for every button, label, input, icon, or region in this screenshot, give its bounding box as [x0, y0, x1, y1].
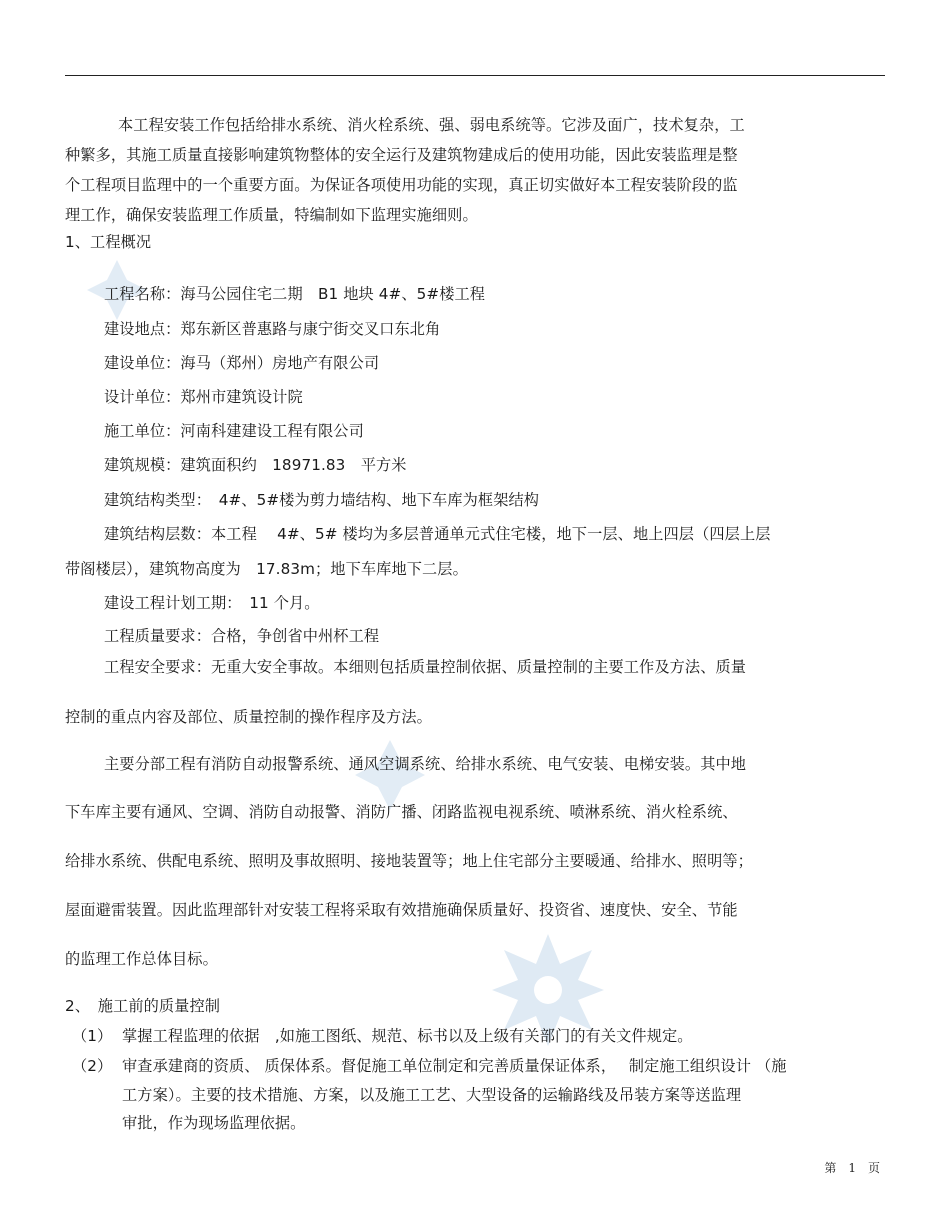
divisions-line: 屋面避雷装置。因此监理部针对安装工程将采取有效措施确保质量好、投资省、速度快、安全、节能 [65, 901, 738, 919]
intro-line: 理工作，确保安装监理工作质量，特编制如下监理实施细则。 [65, 206, 478, 224]
overview-line: 建筑结构层数：本工程 4#、5# 楼均为多层普通单元式住宅楼，地下一层、地上四层（四层上层 [104, 525, 771, 543]
section-heading: 1、工程概况 [65, 233, 152, 251]
divisions-line: 给排水系统、供配电系统、照明及事故照明、接地装置等；地上住宅部分主要暖通、给排水、照明等； [65, 852, 753, 870]
overview-line: 施工单位：河南科建建设工程有限公司 [104, 422, 364, 440]
item-text: 掌握工程监理的依据 ,如施工图纸、规范、标书以及上级有关部门的有关文件规定。 [122, 1027, 693, 1045]
overview-line: 工程质量要求：合格，争创省中州杯工程 [104, 627, 380, 645]
overview-line: 建设工程计划工期： 11 个月。 [104, 594, 320, 612]
item-text: 审查承建商的资质、 质保体系。督促施工单位制定和完善质量保证体系， 制定施工组织设计 （施 [122, 1057, 787, 1075]
overview-line: 工程安全要求：无重大安全事故。本细则包括质量控制依据、质量控制的主要工作及方法、质量 [104, 658, 747, 676]
intro-line: 个工程项目监理中的一个重要方面。为保证各项使用功能的实现，真正切实做好本工程安装阶段的监 [65, 176, 738, 194]
page-number: 第 1 页 [824, 1161, 880, 1175]
header-rule [65, 75, 885, 76]
overview-line: 建筑结构类型： 4#、5#楼为剪力墙结构、地下车库为框架结构 [104, 491, 540, 509]
item-number: （1） [72, 1027, 113, 1045]
section-heading: 2、 施工前的质量控制 [65, 997, 221, 1015]
overview-line: 建设单位：海马（郑州）房地产有限公司 [104, 354, 380, 372]
divisions-line: 的监理工作总体目标。 [65, 950, 218, 968]
overview-line: 工程名称：海马公园住宅二期 B1 地块 4#、5#楼工程 [104, 285, 486, 303]
item-text: 审批，作为现场监理依据。 [122, 1114, 306, 1132]
overview-line: 控制的重点内容及部位、质量控制的操作程序及方法。 [65, 708, 432, 726]
divisions-line: 主要分部工程有消防自动报警系统、通风空调系统、给排水系统、电气安装、电梯安装。其中地 [104, 755, 747, 773]
divisions-line: 下车库主要有通风、空调、消防自动报警、消防广播、闭路监视电视系统、喷淋系统、消火栓系统、 [65, 803, 738, 821]
item-number: （2） [72, 1057, 113, 1075]
item-text: 工方案）。主要的技术措施、方案，以及施工工艺、大型设备的运输路线及吊装方案等送监理 [122, 1086, 742, 1104]
intro-line: 本工程安装工作包括给排水系统、消火栓系统、强、弱电系统等。它涉及面广，技术复杂，工 [118, 116, 745, 134]
overview-line: 建筑规模：建筑面积约 18971.83 平方米 [104, 456, 407, 474]
overview-line: 设计单位：郑州市建筑设计院 [104, 388, 303, 406]
intro-line: 种繁多，其施工质量直接影响建筑物整体的安全运行及建筑物建成后的使用功能，因此安装监理是整 [65, 146, 738, 164]
overview-line: 建设地点：郑东新区普惠路与康宁街交叉口东北角 [104, 320, 441, 338]
overview-line: 带阁楼层），建筑物高度为 17.83m；地下车库地下二层。 [65, 560, 468, 578]
